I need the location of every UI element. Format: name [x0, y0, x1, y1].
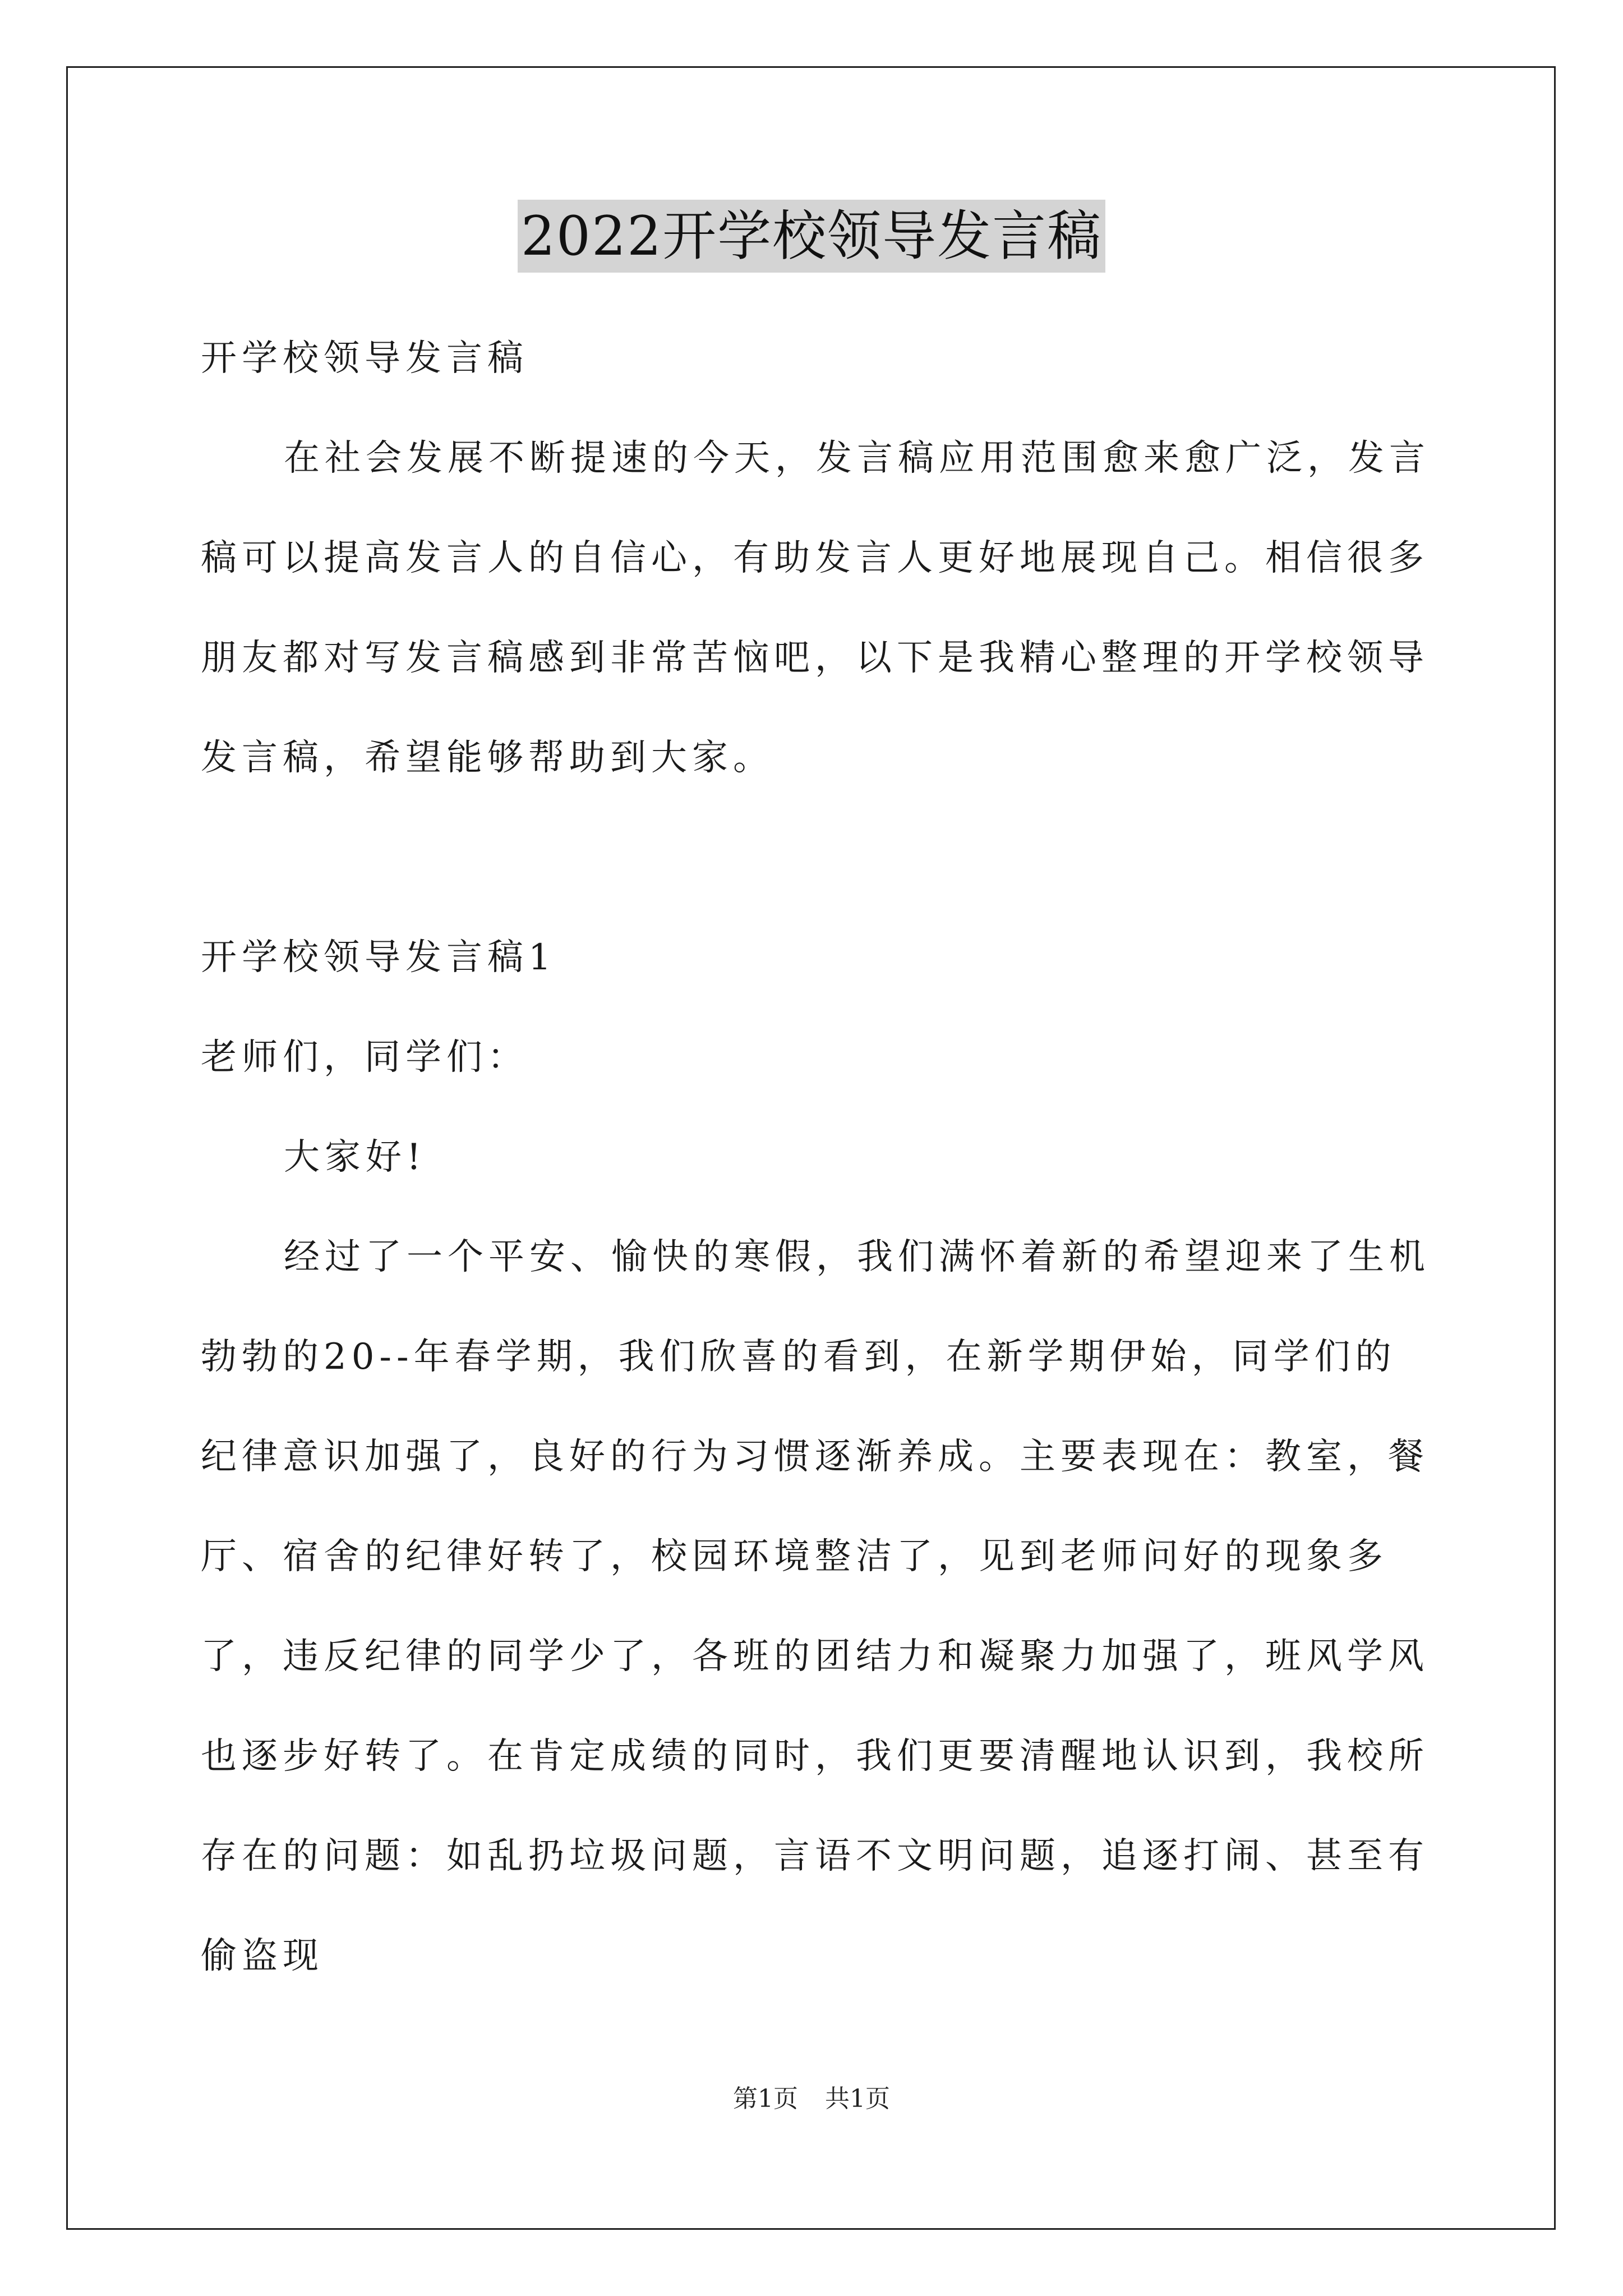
section-heading: 开学校领导发言稿1 — [201, 937, 556, 978]
document-title: 2022开学校领导发言稿 — [518, 200, 1105, 273]
greeting-paragraph: 大家好! — [284, 1137, 426, 1178]
document-body — [201, 309, 1432, 2006]
subtitle-paragraph: 开学校领导发言稿 — [201, 338, 528, 379]
salutation-paragraph: 老师们，同学们： — [201, 1037, 528, 1078]
intro-paragraph: 在社会发展不断提速的今天，发言稿应用范围愈来愈广泛，发言稿可以提高发言人的自信心，有助发言人更好地展现自己。相信很多朋友都对写发言稿感到非常苦恼吧，以下是我精心整理的开学校领导发言稿，希望能够帮助到大家。 — [201, 438, 1430, 779]
body-paragraph: 经过了一个平安、愉快的寒假，我们满怀着新的希望迎来了生机勃勃的20--年春学期，我们欣喜的看到，在新学期伊始，同学们的纪律意识加强了，良好的行为习惯逐渐养成。主要表现在：教室，餐厅、宿舍的纪律好转了，校园环境整洁了，见到老师问好的现象多了，违反纪律的同学少了，各班的团结力和凝聚力加强了，班风学风也逐步好转了。在肯定成绩的同时，我们更要清醒地认识到，我校所存在的问题：如乱扔垃圾问题，言语不文明问题，追逐打闹、甚至有偷盗现 — [201, 1236, 1430, 1977]
total-pages: 共1页 — [825, 2085, 890, 2113]
page-number: 第1页 — [733, 2085, 798, 2113]
page-footer — [0, 2082, 1623, 2116]
title-container — [0, 200, 1623, 273]
